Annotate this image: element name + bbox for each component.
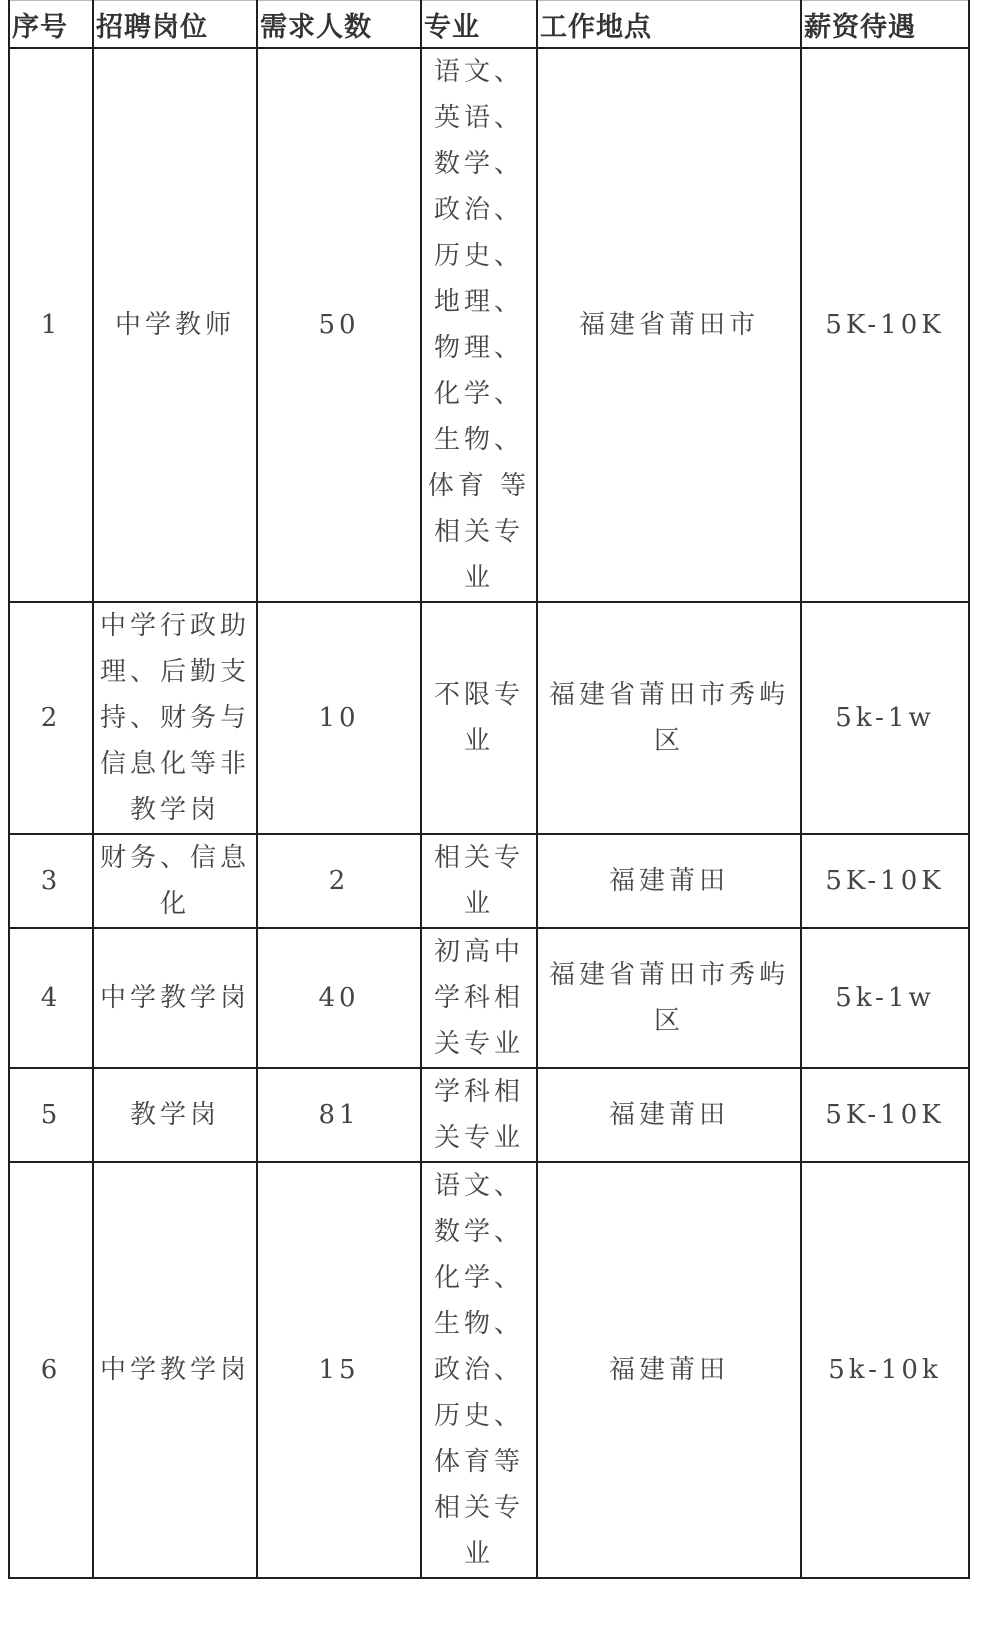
cell-count: 40: [257, 928, 421, 1068]
cell-count: 81: [257, 1068, 421, 1162]
cell-salary: 5K-10K: [801, 834, 969, 928]
cell-no: 1: [9, 48, 93, 602]
recruitment-table: [8, 0, 970, 1579]
cell-major: 语文、数学、化学、生物、政治、历史、体育等相关专业: [421, 1162, 537, 1578]
cell-location: 福建省莆田市: [537, 48, 801, 602]
cell-no: 2: [9, 602, 93, 834]
cell-salary: 5k-1w: [801, 928, 969, 1068]
cell-count: 10: [257, 602, 421, 834]
cell-major: 学科相关专业: [421, 1068, 537, 1162]
header-position: 招聘岗位: [93, 1, 257, 49]
cell-position: 中学教师: [93, 48, 257, 602]
table-row: [9, 1068, 969, 1162]
cell-position: 中学教学岗: [93, 928, 257, 1068]
cell-position: 中学行政助理、后勤支持、财务与信息化等非教学岗: [93, 602, 257, 834]
cell-no: 5: [9, 1068, 93, 1162]
cell-position: 教学岗: [93, 1068, 257, 1162]
cell-salary: 5k-10k: [801, 1162, 969, 1578]
table-row: [9, 834, 969, 928]
cell-salary: 5K-10K: [801, 1068, 969, 1162]
cell-location: 福建莆田: [537, 1068, 801, 1162]
cell-position: 财务、信息化: [93, 834, 257, 928]
header-no: 序号: [9, 1, 93, 49]
header-location: 工作地点: [537, 1, 801, 49]
cell-salary: 5K-10K: [801, 48, 969, 602]
cell-major: 初高中学科相关专业: [421, 928, 537, 1068]
cell-location: 福建省莆田市秀屿区: [537, 928, 801, 1068]
cell-position: 中学教学岗: [93, 1162, 257, 1578]
cell-location: 福建莆田: [537, 834, 801, 928]
cell-count: 15: [257, 1162, 421, 1578]
cell-major: 相关专业: [421, 834, 537, 928]
cell-location: 福建省莆田市秀屿区: [537, 602, 801, 834]
table-row: [9, 1162, 969, 1578]
header-major: 专业: [421, 1, 537, 49]
cell-no: 6: [9, 1162, 93, 1578]
table-row: [9, 928, 969, 1068]
table-row: [9, 48, 969, 602]
table-row: [9, 602, 969, 834]
header-count: 需求人数: [257, 1, 421, 49]
cell-salary: 5k-1w: [801, 602, 969, 834]
cell-major: 不限专业: [421, 602, 537, 834]
cell-no: 4: [9, 928, 93, 1068]
cell-major: 语文、英语、数学、政治、历史、地理、物理、化学、生物、体育 等相关专业: [421, 48, 537, 602]
table-header-row: [9, 1, 969, 49]
cell-count: 50: [257, 48, 421, 602]
cell-count: 2: [257, 834, 421, 928]
header-salary: 薪资待遇: [801, 1, 969, 49]
cell-location: 福建莆田: [537, 1162, 801, 1578]
cell-no: 3: [9, 834, 93, 928]
